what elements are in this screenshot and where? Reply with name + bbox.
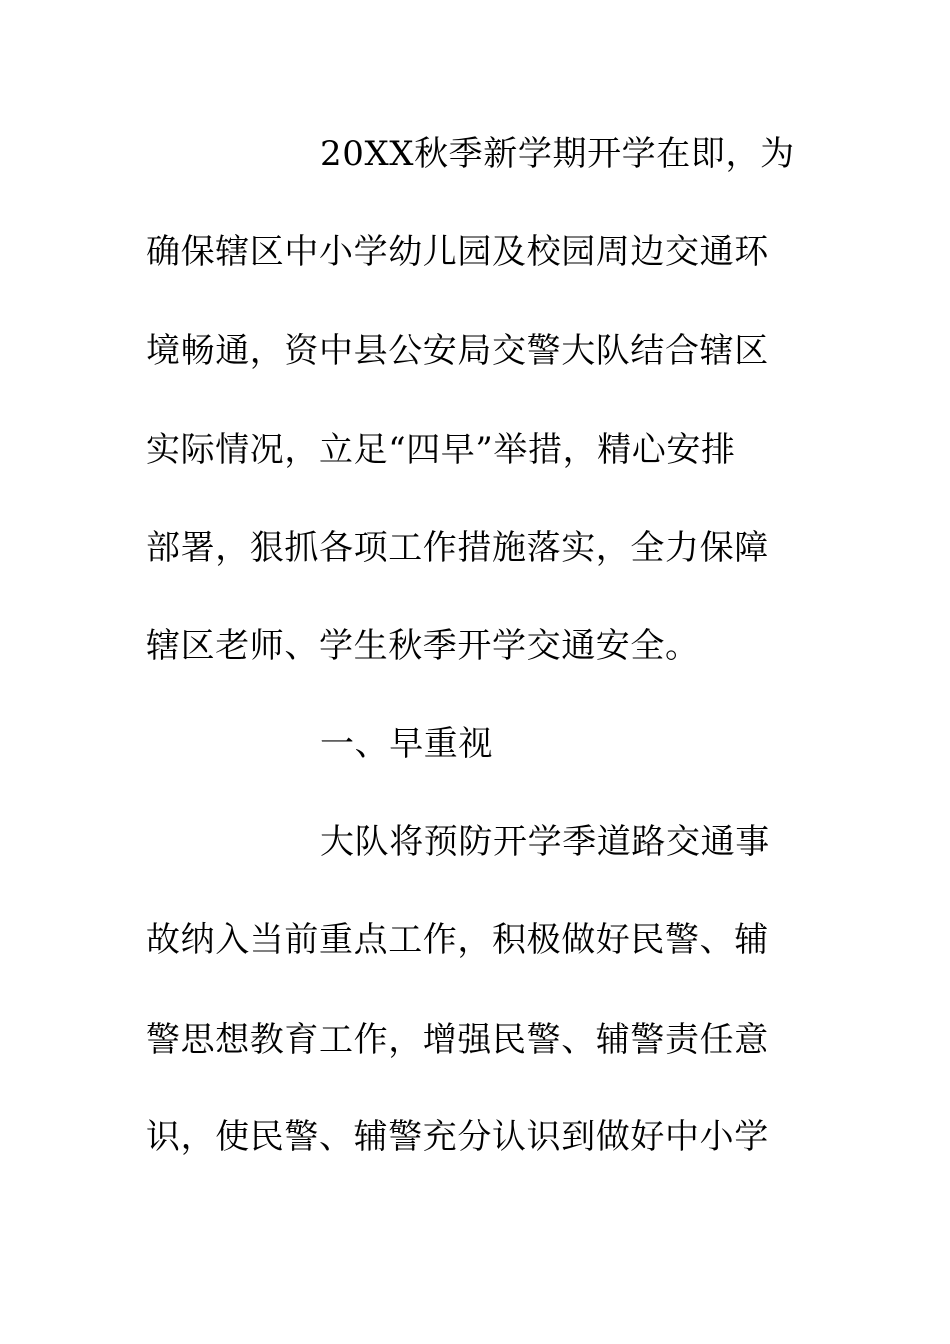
paragraph-2-line-1: 大队将预防开学季道路交通事: [320, 822, 770, 862]
paragraph-2-line-2: 故纳入当前重点工作，积极做好民警、辅: [146, 920, 769, 960]
paragraph-1-line-2: 确保辖区中小学幼儿园及校园周边交通环: [146, 232, 769, 272]
paragraph-1-line-3: 境畅通，资中县公安局交警大队结合辖区: [146, 331, 769, 371]
paragraph-2-line-4: 识，使民警、辅警充分认识到做好中小学: [146, 1117, 769, 1157]
paragraph-1-line-4: 实际情况，立足“四早”举措，精心安排: [146, 430, 736, 470]
section-heading: 一、早重视: [320, 724, 493, 764]
paragraph-1-line-1: 20XX秋季新学期开学在即，为: [320, 134, 795, 174]
paragraph-1-line-5: 部署，狠抓各项工作措施落实，全力保障: [146, 528, 769, 568]
paragraph-1-line-6: 辖区老师、学生秋季开学交通安全。: [146, 626, 700, 666]
paragraph-2-line-3: 警思想教育工作，增强民警、辅警责任意: [146, 1020, 769, 1060]
